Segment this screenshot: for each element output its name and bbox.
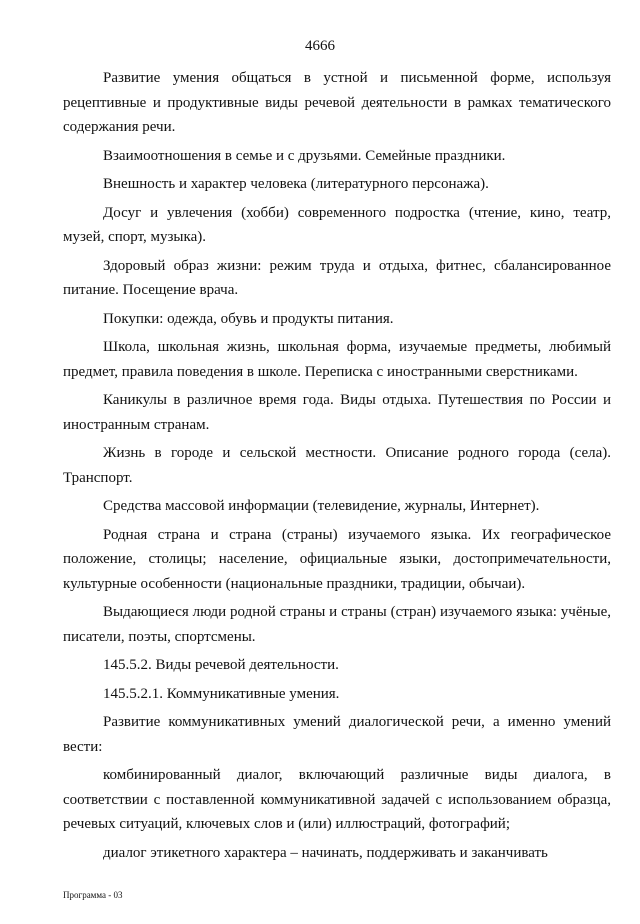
paragraph: Внешность и характер человека (литературного персонажа).: [103, 176, 489, 192]
paragraph: Родная страна и страна (страны) изучаемого языка. Их географическое положение, столицы; население, официальные языки, достопримечательности, культурные особенности (национальные праздники, традиции, обычаи).: [63, 526, 611, 592]
paragraph: Взаимоотношения в семье и с друзьями. Семейные праздники.: [103, 147, 506, 164]
paragraph: Досуг и увлечения (хобби) современного подростка (чтение, кино, театр, музей, спорт, музыка).: [63, 204, 611, 245]
paragraph: Развитие коммуникативных умений диалогической речи, а именно умений вести:: [63, 714, 611, 755]
paragraph: Выдающиеся люди родной страны и страны (стран) изучаемого языка: учёные, писатели, поэты, спортсмены.: [63, 604, 611, 645]
footer-label: Программа - 03: [63, 890, 123, 900]
paragraph: Каникулы в различное время года. Виды отдыха. Путешествия по России и иностранным странам.: [63, 392, 611, 433]
document-body: [63, 66, 611, 869]
paragraph: диалог этикетного характера – начинать, поддерживать и заканчивать: [103, 844, 548, 861]
paragraph: Развитие умения общаться в устной и письменной форме, используя рецептивные и продуктивные виды речевой деятельности в рамках тематического содержания речи.: [63, 70, 611, 135]
paragraph: комбинированный диалог, включающий различные виды диалога, в соответствии с поставленной коммуникативной задачей с использованием образца, речевых ситуаций, ключевых слов и (или) иллюстраций, фотографий;: [63, 767, 611, 832]
paragraph: Школа, школьная жизнь, школьная форма, изучаемые предметы, любимый предмет, правила поведения в школе. Переписка с иностранными сверстниками.: [63, 339, 611, 380]
subsection-heading: 145.5.2.1. Коммуникативные умения.: [103, 685, 340, 702]
section-heading: 145.5.2. Виды речевой деятельности.: [103, 657, 339, 673]
paragraph: Здоровый образ жизни: режим труда и отдыха, фитнес, сбалансированное питание. Посещение врача.: [63, 257, 611, 298]
page-number: 4666: [305, 38, 335, 54]
paragraph: Покупки: одежда, обувь и продукты питания.: [103, 310, 394, 327]
paragraph: Средства массовой информации (телевидение, журналы, Интернет).: [103, 498, 540, 514]
paragraph: Жизнь в городе и сельской местности. Описание родного города (села). Транспорт.: [63, 445, 611, 486]
